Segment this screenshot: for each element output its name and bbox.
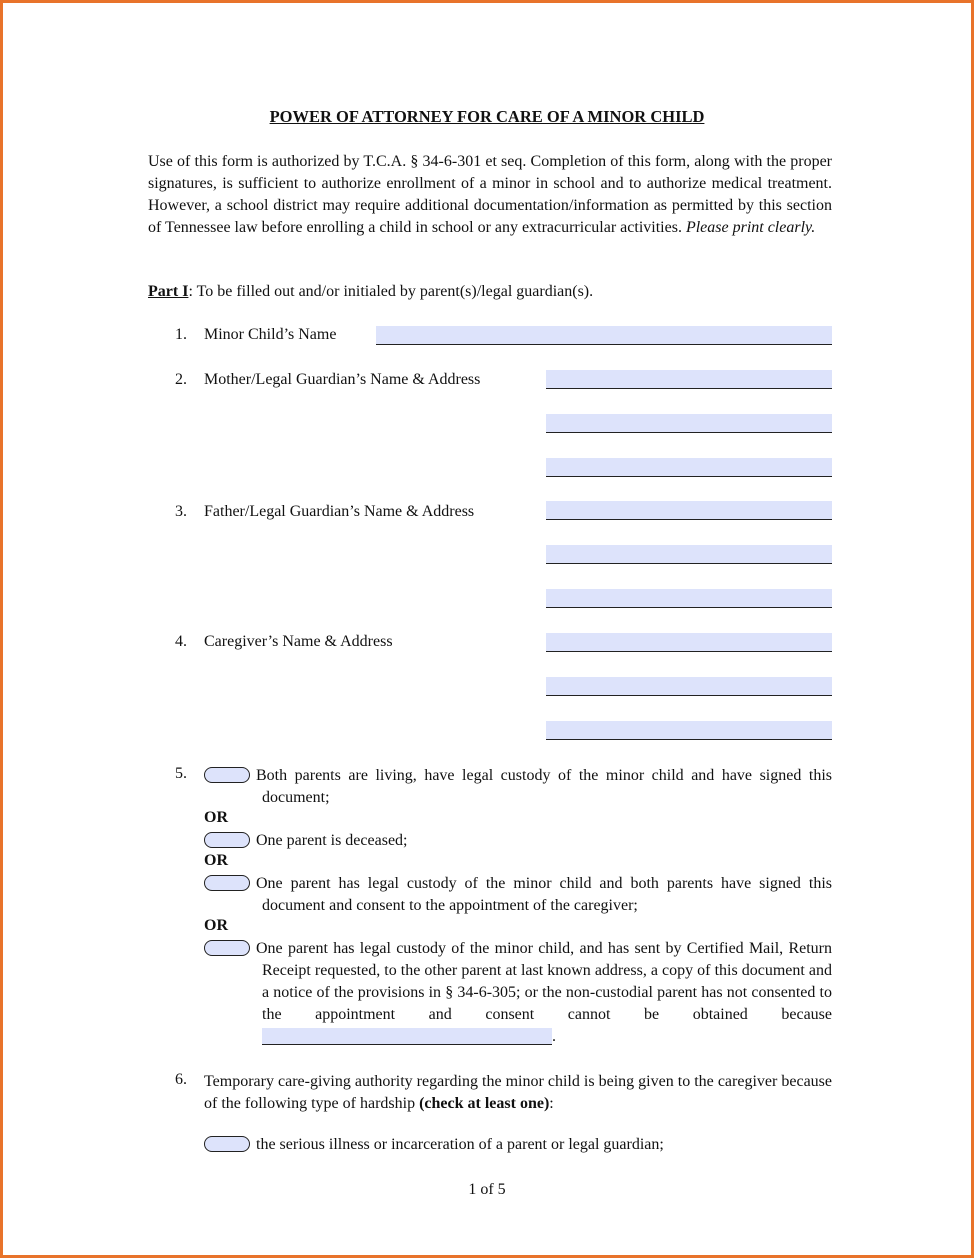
intro-paragraph	[148, 151, 832, 239]
part-one-text: : To be filled out and/or initialed by parent(s)/legal guardian(s).	[188, 283, 594, 300]
initial-box[interactable]	[204, 940, 250, 956]
or-label: OR	[204, 852, 228, 869]
part-one-label: Part I	[148, 283, 189, 300]
mother-address-line-2[interactable]	[546, 458, 832, 477]
item-6-bold: (check at least one)	[419, 1095, 550, 1112]
caregiver-address-line-1[interactable]	[546, 677, 832, 696]
page-number: 1 of 5	[468, 1181, 506, 1198]
item-5-option-2	[204, 830, 832, 852]
caregiver-name-field[interactable]	[546, 633, 832, 652]
father-address-line-2[interactable]	[546, 589, 832, 608]
caregiver-address-line-2[interactable]	[546, 721, 832, 740]
item-5-number: 5.	[175, 765, 187, 782]
or-label: OR	[204, 809, 228, 826]
item-1-label: Minor Child’s Name	[204, 326, 337, 343]
minor-child-name-field[interactable]	[376, 326, 832, 345]
item-6-text	[204, 1071, 832, 1115]
item-5-option-3	[204, 873, 832, 917]
initial-box[interactable]	[204, 767, 250, 783]
item-5-option-3-text: One parent has legal custody of the minor child and both parents have signed this document and consent to the appointment of the caregiver;	[256, 875, 832, 914]
mother-name-field[interactable]	[546, 370, 832, 389]
item-4-number: 4.	[175, 633, 187, 650]
item-5-option-4-text: One parent has legal custody of the minor child, and has sent by Certified Mail, Return Receipt requested, to the other parent at last known address, a copy of this document and a notice of the provisions in § 34-6-305; or the non-custodial parent has not consented to the appointment and consent cannot be obtained because	[256, 940, 832, 1023]
part-one-heading	[148, 283, 593, 301]
item-1-number: 1.	[175, 326, 187, 343]
initial-box[interactable]	[204, 875, 250, 891]
item-5-option-1-text: Both parents are living, have legal custody of the minor child and have signed this document;	[256, 767, 832, 806]
item-6-body: Temporary care-giving authority regarding the minor child is being given to the caregiver because of the following type of hardship	[204, 1073, 832, 1112]
mother-address-line-1[interactable]	[546, 414, 832, 433]
item-4-label: Caregiver’s Name & Address	[204, 633, 393, 650]
item-5-option-1	[204, 765, 832, 809]
intro-emphasis: Please print clearly.	[685, 219, 816, 236]
item-6-number: 6.	[175, 1071, 187, 1088]
item-5-option-4-end: .	[552, 1028, 556, 1045]
item-5-option-2-text: One parent is deceased;	[256, 832, 408, 849]
initial-box[interactable]	[204, 1136, 250, 1152]
intro-text: Use of this form is authorized by T.C.A. § 34-6-301 et seq. Completion of this form, along with the proper signatures, is sufficient to authorize enrollment of a minor in school and to authorize medical treatment. However, a school district may require additional documentation/information as permitted by this section of Tennessee law before enrolling a child in school or any extracurricular activities.	[148, 153, 832, 236]
item-6-option-1	[204, 1134, 832, 1156]
reason-field[interactable]	[262, 1028, 552, 1045]
or-label: OR	[204, 917, 228, 934]
item-2-label: Mother/Legal Guardian’s Name & Address	[204, 371, 481, 388]
item-6-end: :	[549, 1095, 554, 1112]
item-5-option-4	[204, 938, 832, 1048]
item-6-option-1-text: the serious illness or incarceration of a parent or legal guardian;	[256, 1136, 664, 1153]
document-page	[3, 3, 971, 1255]
initial-box[interactable]	[204, 832, 250, 848]
item-2-number: 2.	[175, 371, 187, 388]
father-name-field[interactable]	[546, 501, 832, 520]
document-title: POWER OF ATTORNEY FOR CARE OF A MINOR CHILD	[269, 107, 705, 126]
item-3-label: Father/Legal Guardian’s Name & Address	[204, 503, 475, 520]
item-3-number: 3.	[175, 503, 187, 520]
father-address-line-1[interactable]	[546, 545, 832, 564]
